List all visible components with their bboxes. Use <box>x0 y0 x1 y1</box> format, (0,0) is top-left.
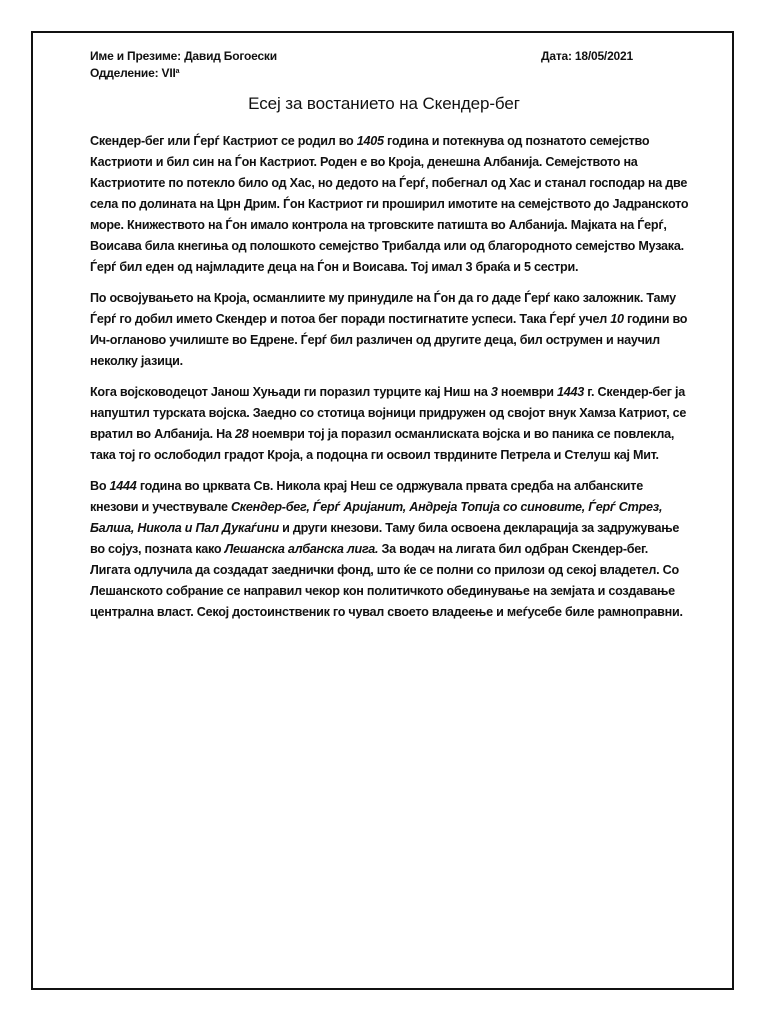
paragraph <box>90 288 690 372</box>
text-run: Во <box>90 479 110 493</box>
text-run: ноември тој ја поразил османлиската војска и во паника се повлекла, така тој го ослободил градот Кроја, а подоцна ги освоил тврдините Петрела и Стелуш кај Мит. <box>90 427 675 462</box>
student-class <box>90 65 179 81</box>
student-name: Име и Презиме: Давид Богоески <box>90 49 277 63</box>
emphasized-text: 28 <box>235 427 249 441</box>
emphasized-text: Скендер-бег, Ѓерѓ Аријанит, Андреја Топија со синовите, Ѓерѓ Стрез, Балша, Никола и Пал Дукаѓини <box>90 500 663 535</box>
class-text: Одделение: VII <box>90 66 176 80</box>
paragraph <box>90 476 690 623</box>
emphasized-text: 10 <box>610 312 624 326</box>
text-run: Кога војсководецот Јанош Хуњади ги поразил турците кај Ниш на <box>90 385 491 399</box>
essay-body <box>90 131 690 633</box>
text-run: година во црквата Св. Никола крај Неш се одржувала првата средба на албанските кнезови и учествувале <box>90 479 643 514</box>
text-run: г. Скендер-бег ја напуштил турската војска. Заедно со стотица војници придружен од својот внук Хамза Катриот, се вратил во Албанија. На <box>90 385 687 441</box>
emphasized-text: 1443 <box>557 385 585 399</box>
text-run: години во Ич-огланово училиште во Едрене. Ѓерѓ бил различен од другите деца, бил острумен и научил неколку јазици. <box>90 312 688 368</box>
document-date: Дата: 18/05/2021 <box>541 49 633 63</box>
class-superscript: a <box>175 68 180 75</box>
paragraph <box>90 131 690 278</box>
emphasized-text: 3 <box>490 385 498 399</box>
text-run: година и потекнува од познатото семејство Кастриоти и бил син на Ѓон Кастриот. Роден е во Кроја, денешна Албанија. Семејството на Кастриотите по потекло било од Хас, но дедото на Ѓерѓ, побегнал од Хас и станал господар на две села по долината на Црн Дрим. Ѓон Кастриот ги проширил имотите на семејството до Јадранското море. Книжеството на Ѓон имало контрола на трговските патишта во Албанија. Мајката на Ѓерѓ, Воисава била кнегиња од полошкото семејство Трибалда или од благородното семејство Музака. Ѓерѓ бил еден од најмладите деца на Ѓон и Воисава. Тој имал 3 браќа и 5 сестри. <box>90 134 689 274</box>
text-run: По освојувањето на Кроја, османлиите му принудиле на Ѓон да го даде Ѓерѓ како заложник. Таму Ѓерѓ го добил името Скендер и потоа бег поради постигнатите успеси. Така Ѓерѓ учел <box>90 291 676 326</box>
emphasized-text: 1405 <box>356 134 384 148</box>
text-run: Скендер-бег или Ѓерѓ Кастриот се родил во <box>90 134 357 148</box>
paragraph <box>90 382 690 466</box>
emphasized-text: Лешанска албанска лига. <box>224 542 379 556</box>
essay-title: Есеј за востанието на Скендер-бег <box>248 94 520 113</box>
text-run: ноември <box>497 385 558 399</box>
text-run: За водач на лигата бил одбран Скендер-бег. Лигата одлучила да создадат заеднички фонд, што ќе се полни со прилози од секој владетел. Со Лешанското собрание се направил чекор кон политичкото обединување на земјата и создавање централна власт. Секој достоинственик го чувал своето владеење и меѓусебе биле рамноправни. <box>90 542 683 619</box>
text-run: и други кнезови. Таму била освоена декларација за задружување во сојуз, позната како <box>90 521 680 556</box>
emphasized-text: 1444 <box>109 479 137 493</box>
